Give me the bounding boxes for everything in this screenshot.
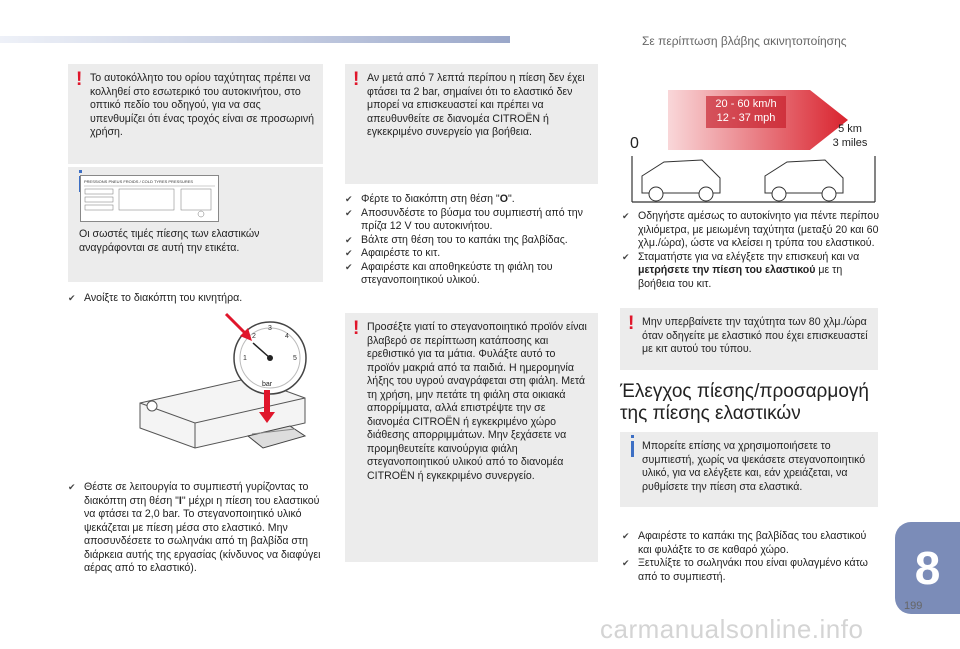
compressor-illustration (130, 308, 320, 468)
info-icon (631, 441, 634, 457)
tyre-label-caption: Οι σωστές τιμές πίεσης των ελαστικών αναγράφονται σε αυτή την ετικέτα. (79, 228, 260, 254)
steps-check-pressure: ✔ Αφαιρέστε το καπάκι της βαλβίδας του ελαστικού και φυλάξτε το σε καθαρό χώρο. ✔ Ξετυλίξτε το σωληνάκι που είναι φυλαγμένο κάτω από το συμπιεστή. (622, 530, 868, 583)
compressor-only-info: Μπορείτε επίσης να χρησιμοποιήσετε το συμπιεστή, χωρίς να ψεκάσετε στεγανοποιητικό υλικό, για να ελέγξετε και, εάν χρειάζεται, να ρυθμίσετε την πίεση στα ελαστικά. (620, 432, 878, 507)
section-heading: Έλεγχος πίεσης/προσαρμογή της πίεσης ελαστικών (620, 381, 869, 424)
header-bar (0, 36, 510, 43)
step-start-compressor: ✔ Θέστε σε λειτουργία το συμπιεστή γυρίζοντας το διακόπτη στη θέση "I" μέχρι η πίεση του ελαστικού να φτάσει τα 2,0 bar. Το στεγανοποιητικό υλικό ψεκάζεται με πίεση μέσα στο ελαστικό. Μην αποσυνδέσετε το σωληνάκι από τη βαλβίδα στη διάρκεια αυτής της εργασίας (κίνδυνος να διαφύγει αέρας από το ελαστικό). (68, 481, 321, 574)
chapter-tab: 8 (895, 522, 960, 614)
distance-km: 5 km (838, 123, 862, 135)
gauge-unit: bar (262, 381, 273, 388)
start-zero: 0 (630, 135, 639, 152)
speed-kmh: 20 - 60 km/h (715, 98, 777, 110)
speed-sticker-warning: ! Το αυτοκόλλητο του ορίου ταχύτητας πρέπει να κολληθεί στο εσωτερικό του αυτοκινήτου, στο οπτικό πεδίο του οδηγού, για να σας υπενθυμίζει ότι ένας τροχός είναι σε προσωρινή χρήση. (68, 64, 323, 164)
speed-limit-warning: ! Μην υπερβαίνετε την ταχύτητα των 80 χλμ./ώρα όταν οδηγείτε με ελαστικό που έχει επισκευαστεί με κιτ αυτού του τύπου. (620, 308, 878, 370)
label-title: PRESSIONS PNEUS FROIDS / COLD TYRES PRESSURES (84, 179, 194, 184)
svg-text:5: 5 (293, 355, 297, 362)
watermark: carmanualsonline.info (600, 614, 864, 644)
speed-mph: 12 - 37 mph (716, 112, 776, 124)
svg-text:3: 3 (268, 325, 272, 332)
section-title: Σε περίπτωση βλάβης ακινητοποίησης (642, 34, 847, 48)
pressure-not-reached-warning: ! Αν μετά από 7 λεπτά περίπου η πίεση δεν έχει φτάσει τα 2 bar, σημαίνει ότι το ελαστικό δεν μπορεί να επισκευαστεί και πρέπει να απευθυνθείτε σε διανομέα CITROËN ή εγκεκριμένο συνεργείο για βοήθεια. (345, 64, 598, 184)
warning-icon: ! (628, 313, 635, 334)
warning-icon: ! (76, 69, 83, 90)
warning-icon: ! (353, 318, 360, 339)
drive-speed-illustration (620, 88, 880, 206)
page-number: 199 (904, 600, 923, 612)
step-switch-on: ✔ Ανοίξτε το διακόπτη του κινητήρα. (68, 292, 243, 304)
svg-text:1: 1 (243, 355, 247, 362)
tyre-pressure-label-image (80, 175, 219, 222)
steps-after-inflation: ✔ Φέρτε το διακόπτη στη θέση "O". ✔ Αποσυνδέστε το βύσμα του συμπιεστή από την πρίζα 12 V του αυτοκινήτου. ✔ Βάλτε στη θέση του το καπάκι της βαλβίδας. ✔ Αφαιρέστε το κιτ. ✔ Αφαιρέστε και αποθηκεύστε τη φιάλη του στεγανοποιητικού υλικού. (345, 193, 583, 286)
steps-drive: ✔ Οδηγήστε αμέσως το αυτοκίνητο για πέντε περίπου χιλιόμετρα, με μειωμένη ταχύτητα (μεταξύ 20 και 60 χλμ./ώρα), ώστε να κλείσει η τρύπα του ελαστικού. ✔ Σταματήστε για να ελέγξετε την επισκευή και να μετρήσετε την πίεση του ελαστικού με τη βοήθεια του κιτ. (622, 210, 879, 290)
svg-text:4: 4 (285, 333, 289, 340)
svg-text:2: 2 (252, 333, 256, 340)
distance-miles: 3 miles (832, 137, 868, 149)
sealant-safety-warning: ! Προσέξτε γιατί το στεγανοποιητικό προϊόν είναι βλαβερό σε περίπτωση κατάποσης και ερεθιστικό για τα μάτια. Φυλάξτε αυτό το προϊόν μακριά από τα παιδιά. Η ημερομηνία λήξης του υγρού αναγράφεται στη φιάλη. Μετά τη χρήση, μην πετάτε τη φιάλη στα οικιακά απορρίμματα, αλλά επιστρέψτε την σε διανομέα CITROËN ή εγκεκριμένο χώρο διάθεσης απορριμμάτων. Μην ξεχάσετε να προμηθευτείτε καινούργια φιάλη στεγανοποιητικού υλικού από το διανομέα CITROËN ή εγκεκριμένο συνεργείο. (345, 313, 598, 562)
warning-icon: ! (353, 69, 360, 90)
